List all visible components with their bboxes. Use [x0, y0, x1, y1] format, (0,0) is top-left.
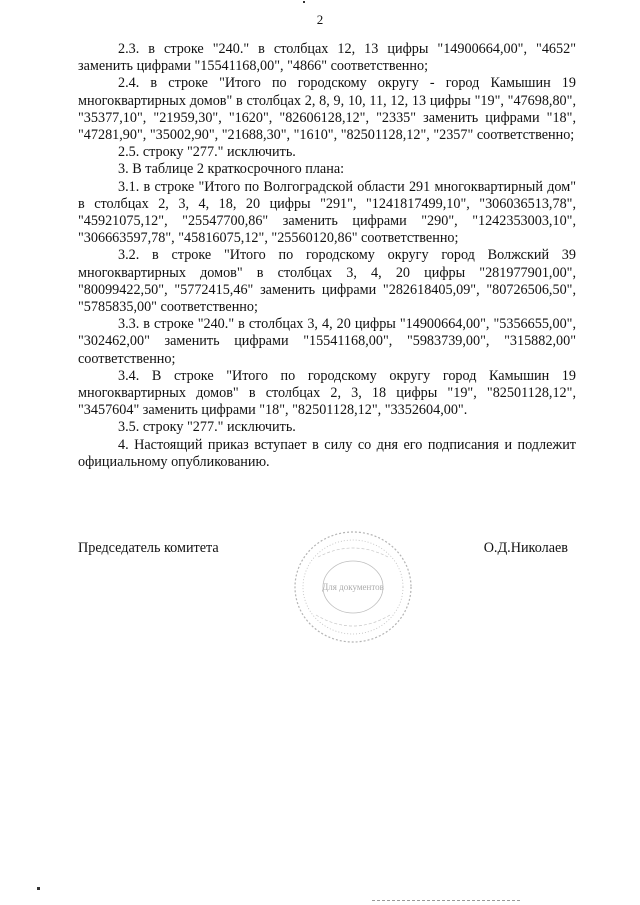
scan-speck [303, 1, 305, 3]
paragraph-3: 3. В таблице 2 краткосрочного плана: [118, 161, 345, 178]
signatory-title: Председатель комитета [78, 540, 219, 556]
paragraph-2-4: 2.4. в строке "Итого по городскому округу - город Камышин 19 многоквартирных домов" в столбцах 2, 8, 9, 10, 11, 12, 13 цифры "19", "47698,80", "35377,10", "21959,30", "1620", "82606128,12", "2335" заменить цифрами "18", "47281,90", "35002,90", "21688,30", "1610", "82501128,12", "2357" соответственно; [78, 75, 576, 144]
scan-edge-line [372, 900, 520, 901]
paragraph-3-2: 3.2. в строке "Итого по городскому округу город Волжский 39 многоквартирных домов" в столбцах 3, 4, 20 цифры "281977901,00", "80099422,50", "5772415,46" заменить цифрами "282618405,09", "80726506,50", "5785835,00" соответственно; [78, 247, 576, 316]
signature-block [78, 540, 576, 560]
paragraph-3-1: 3.1. в строке "Итого по Волгоградской области 291 многоквартирный дом" в столбцах 2, 3, 4, 18, 20 цифры "291", "1241817499,10", "306036513,78", "45921075,12", "25547700,86" заменить цифрами "290", "1242353003,10", "306663597,78", "45816075,12", "25560120,86" соответственно; [78, 178, 576, 247]
paragraph-3-3: 3.3. в строке "240." в столбцах 3, 4, 20 цифры "14900664,00", "5356655,00", "302462,00" заменить цифрами "15541168,00", "5983739,00", "315882,00" соответственно; [78, 316, 576, 367]
paragraph-3-5: 3.5. строку "277." исключить. [118, 419, 296, 436]
paragraph-2-3: 2.3. в строке "240." в столбцах 12, 13 цифры "14900664,00", "4652" заменить цифрами "15541168,00", "4866" соответственно; [78, 41, 576, 75]
body-text [78, 41, 576, 471]
stamp-inner-text: Для документов [322, 582, 384, 592]
paragraph-4: 4. Настоящий приказ вступает в силу со дня его подписания и подлежит официальному опубликованию. [78, 436, 576, 470]
page-number: 2 [316, 12, 324, 27]
signatory-name: О.Д.Николаев [483, 540, 568, 556]
scan-speck [37, 887, 40, 890]
paragraph-3-4: 3.4. В строке "Итого по городскому округу город Камышин 19 многоквартирных домов" в столбцах 2, 3, 18 цифры "19", "82501128,12", "3457604" заменить цифрами "18", "82501128,12", "3352604,00". [78, 367, 576, 419]
paragraph-2-5: 2.5. строку "277." исключить. [118, 144, 296, 161]
